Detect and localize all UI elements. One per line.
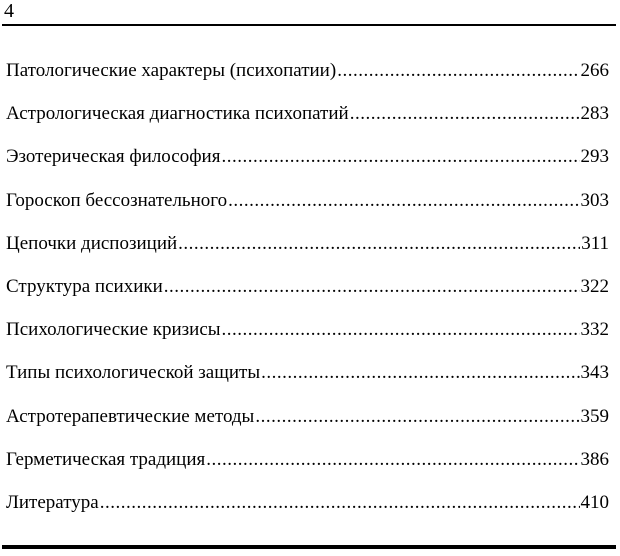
toc-entry-page: 332 xyxy=(580,319,609,341)
toc-entry-page: 266 xyxy=(580,60,609,81)
toc-entry-title: Астрологическая диагностика психопатий xyxy=(6,103,349,125)
toc-entry xyxy=(6,358,609,401)
toc-entry xyxy=(6,142,609,185)
toc-entry-title: Структура психики xyxy=(6,275,163,297)
toc-entry xyxy=(6,315,609,358)
toc-entry-title: Патологические характеры (психопатии) xyxy=(6,60,337,81)
toc-entry-title: Герметическая традиция xyxy=(6,448,206,470)
toc-entry-page: 311 xyxy=(581,232,609,254)
toc-entry xyxy=(6,56,609,99)
toc-entry-title: Психологические кризисы xyxy=(6,319,221,341)
page-number: 4 xyxy=(4,0,14,22)
toc-entry-page: 359 xyxy=(580,405,609,427)
dot-leader xyxy=(228,186,579,216)
toc-entry-page: 322 xyxy=(580,275,609,297)
dot-leader xyxy=(100,488,580,518)
toc-entry-page: 386 xyxy=(580,448,609,470)
toc-entry xyxy=(6,229,609,272)
dot-leader xyxy=(255,402,579,432)
dot-leader xyxy=(350,99,580,129)
toc-entry xyxy=(6,445,609,488)
toc-entry-title: Астротерапевтические методы xyxy=(6,405,255,427)
toc-entry-page: 293 xyxy=(580,146,609,168)
toc-entry xyxy=(6,272,609,315)
toc-entry-title: Литература xyxy=(6,491,99,513)
dot-leader xyxy=(261,358,579,388)
toc-entry-page: 410 xyxy=(580,491,609,513)
toc-entry-page: 283 xyxy=(580,103,609,125)
toc-entry xyxy=(6,186,609,229)
toc-entry-title: Цепочки диспозиций xyxy=(6,232,178,254)
dot-leader xyxy=(164,272,580,302)
table-of-contents xyxy=(6,56,609,531)
footer-rule xyxy=(2,545,616,549)
dot-leader xyxy=(337,56,579,86)
toc-entry xyxy=(6,402,609,445)
header-rule xyxy=(2,24,616,26)
toc-entry-title: Типы психологической защиты xyxy=(6,362,261,384)
toc-entry xyxy=(6,99,609,142)
toc-entry-page: 303 xyxy=(580,189,609,211)
dot-leader xyxy=(206,445,579,475)
dot-leader xyxy=(222,315,580,345)
dot-leader xyxy=(221,142,579,172)
toc-entry-title: Эзотерическая философия xyxy=(6,146,221,168)
dot-leader xyxy=(178,229,580,259)
toc-entry-title: Гороскоп бессознательного xyxy=(6,189,228,211)
toc-entry xyxy=(6,488,609,531)
toc-entry-page: 343 xyxy=(580,362,609,384)
